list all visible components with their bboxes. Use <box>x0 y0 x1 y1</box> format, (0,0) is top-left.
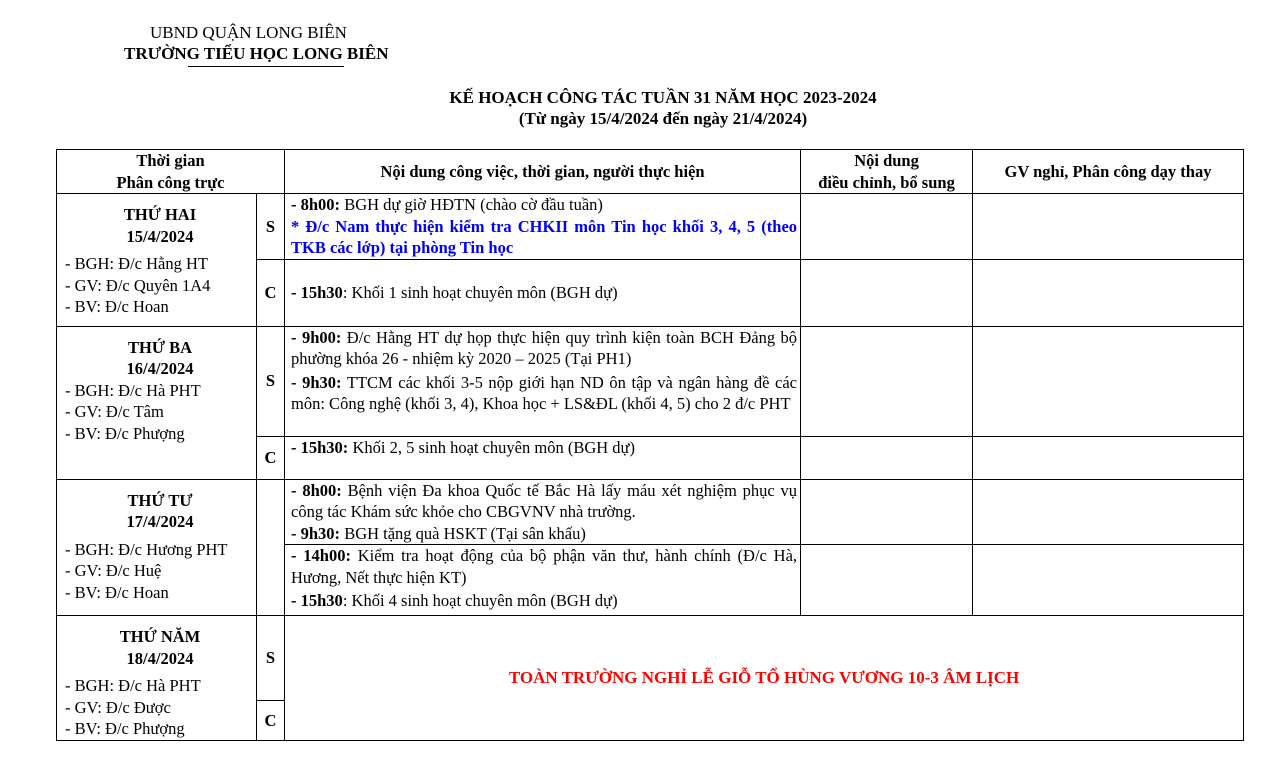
day-cell-monday <box>57 194 257 327</box>
session-afternoon: C <box>257 436 285 479</box>
content-cell <box>285 326 801 436</box>
adjust-cell <box>801 259 973 326</box>
duty-bgh: - BGH: Đ/c Hương PHT <box>65 539 228 559</box>
item-text: Đ/c Hằng HT dự họp thực hiện quy trình kiện toàn BCH Đảng bộ phường khóa 26 - nhiệm kỳ 2020 – 2025 (Tại PH1) <box>291 327 798 368</box>
day-name: THỨ BA <box>127 337 193 357</box>
document-subtitle: (Từ ngày 15/4/2024 đến ngày 21/4/2024) <box>518 109 808 128</box>
item-time: - 15h30 <box>291 282 343 302</box>
content-cell <box>285 259 801 326</box>
header-adjust-line2: điều chỉnh, bổ sung <box>818 172 955 192</box>
list-item <box>291 194 797 216</box>
holiday-notice: TOÀN TRƯỜNG NGHỈ LỄ GIỖ TỔ HÙNG VƯƠNG 10-3 ÂM LỊCH <box>285 616 1244 741</box>
header-adjust <box>801 150 973 194</box>
adjust-cell <box>801 326 973 436</box>
duty-bgh: - BGH: Đ/c Hà PHT <box>65 380 201 400</box>
header-time-line2: Phân công trực <box>116 172 225 192</box>
item-time: - 8h00: <box>291 480 342 500</box>
session-empty <box>257 479 285 616</box>
duty-bgh: - BGH: Đ/c Hà PHT <box>65 676 201 695</box>
item-time: - 9h30: <box>291 372 342 392</box>
content-cell <box>285 479 801 545</box>
org-underline <box>188 66 344 67</box>
org-line-2: TRƯỜNG TIỂU HỌC LONG BIÊN <box>124 44 389 63</box>
header-substitute: GV nghỉ, Phân công dạy thay <box>973 150 1244 194</box>
table-row <box>57 326 1244 436</box>
schedule-table <box>56 149 1244 741</box>
org-line-1: UBND QUẬN LONG BIÊN <box>150 23 347 42</box>
duty-bv: - BV: Đ/c Phượng <box>65 423 185 443</box>
duty-bv: - BV: Đ/c Phượng <box>65 719 185 738</box>
item-text: Bệnh viện Đa khoa Quốc tế Bắc Hà lấy máu xét nghiệm phục vụ công tác Khám sức khỏe cho CBGVNV nhà trường. <box>291 480 798 521</box>
item-text: Khối 2, 5 sinh hoạt chuyên môn (BGH dự) <box>348 437 635 457</box>
item-time: - 9h00: <box>291 327 342 347</box>
day-cell-thursday <box>57 616 257 741</box>
list-item <box>291 327 797 370</box>
duty-gv: - GV: Đ/c Quyên 1A4 <box>65 275 211 295</box>
table-row <box>57 479 1244 545</box>
header-time <box>57 150 285 194</box>
day-name: THỨ TƯ <box>127 490 193 510</box>
session-afternoon: C <box>257 259 285 326</box>
session-afternoon: C <box>257 701 285 740</box>
list-item <box>291 480 797 523</box>
header-content: Nội dung công việc, thời gian, người thực hiện <box>285 150 801 194</box>
day-date: 16/4/2024 <box>126 359 194 378</box>
substitute-cell <box>973 194 1244 260</box>
table-header-row <box>57 150 1244 194</box>
content-cell <box>285 545 801 616</box>
item-time: - 9h30: <box>291 523 341 543</box>
item-text: TTCM các khối 3-5 nộp giới hạn ND ôn tập và ngân hàng đề các môn: Công nghệ (khối 3, 4), Khoa học + LS&ĐL (khối 4, 5) cho 2 đ/c PHT <box>291 372 798 413</box>
adjust-cell <box>801 545 973 616</box>
substitute-cell <box>973 545 1244 616</box>
list-item <box>291 590 797 612</box>
table-row <box>57 616 1244 701</box>
day-date: 15/4/2024 <box>126 226 194 246</box>
list-item <box>291 545 797 588</box>
item-time: - 15h30 <box>291 591 343 610</box>
day-name: THỨ NĂM <box>119 627 201 646</box>
list-item-highlight: * Đ/c Nam thực hiện kiểm tra CHKII môn Tin học khối 3, 4, 5 (theo TKB các lớp) tại phòng Tin học <box>291 216 798 257</box>
session-morning: S <box>257 616 285 701</box>
item-text: : Khối 4 sinh hoạt chuyên môn (BGH dự) <box>342 591 618 610</box>
day-name: THỨ HAI <box>123 205 197 224</box>
duty-gv: - GV: Đ/c Được <box>65 697 171 717</box>
substitute-cell <box>973 436 1244 479</box>
day-date: 17/4/2024 <box>126 512 194 531</box>
item-text: : Khối 1 sinh hoạt chuyên môn (BGH dự) <box>342 282 618 302</box>
table-row <box>57 194 1244 260</box>
item-text: BGH dự giờ HĐTN (chào cờ đầu tuần) <box>340 195 603 214</box>
day-cell-tuesday <box>57 326 257 479</box>
item-text: Kiểm tra hoạt động của bộ phận văn thư, hành chính (Đ/c Hà, Hương, Nết thực hiện KT) <box>291 546 798 587</box>
session-morning: S <box>257 326 285 436</box>
header-adjust-line1: Nội dung <box>854 151 919 170</box>
item-text: BGH tặng quà HSKT (Tại sân khấu) <box>340 523 586 543</box>
duty-bgh: - BGH: Đ/c Hằng HT <box>65 254 208 273</box>
duty-gv: - GV: Đ/c Tâm <box>65 402 164 421</box>
list-item <box>291 523 797 545</box>
substitute-cell <box>973 479 1244 545</box>
list-item <box>291 282 797 304</box>
duty-bv: - BV: Đ/c Hoan <box>65 297 169 316</box>
item-time: - 14h00: <box>291 546 351 565</box>
duty-gv: - GV: Đ/c Huệ <box>65 561 162 580</box>
list-item <box>291 372 797 415</box>
session-morning: S <box>257 194 285 260</box>
list-item <box>291 437 797 459</box>
adjust-cell <box>801 479 973 545</box>
adjust-cell <box>801 436 973 479</box>
document-title: KẾ HOẠCH CÔNG TÁC TUẦN 31 NĂM HỌC 2023-2024 <box>449 88 877 107</box>
day-cell-wednesday <box>57 479 257 616</box>
item-time: - 15h30: <box>291 437 349 457</box>
item-time: - 8h00: <box>291 195 341 214</box>
substitute-cell <box>973 326 1244 436</box>
day-date: 18/4/2024 <box>126 648 194 668</box>
adjust-cell <box>801 194 973 260</box>
header-time-line1: Thời gian <box>136 151 205 170</box>
content-cell <box>285 436 801 479</box>
content-cell <box>285 194 801 260</box>
substitute-cell <box>973 259 1244 326</box>
duty-bv: - BV: Đ/c Hoan <box>65 582 169 602</box>
